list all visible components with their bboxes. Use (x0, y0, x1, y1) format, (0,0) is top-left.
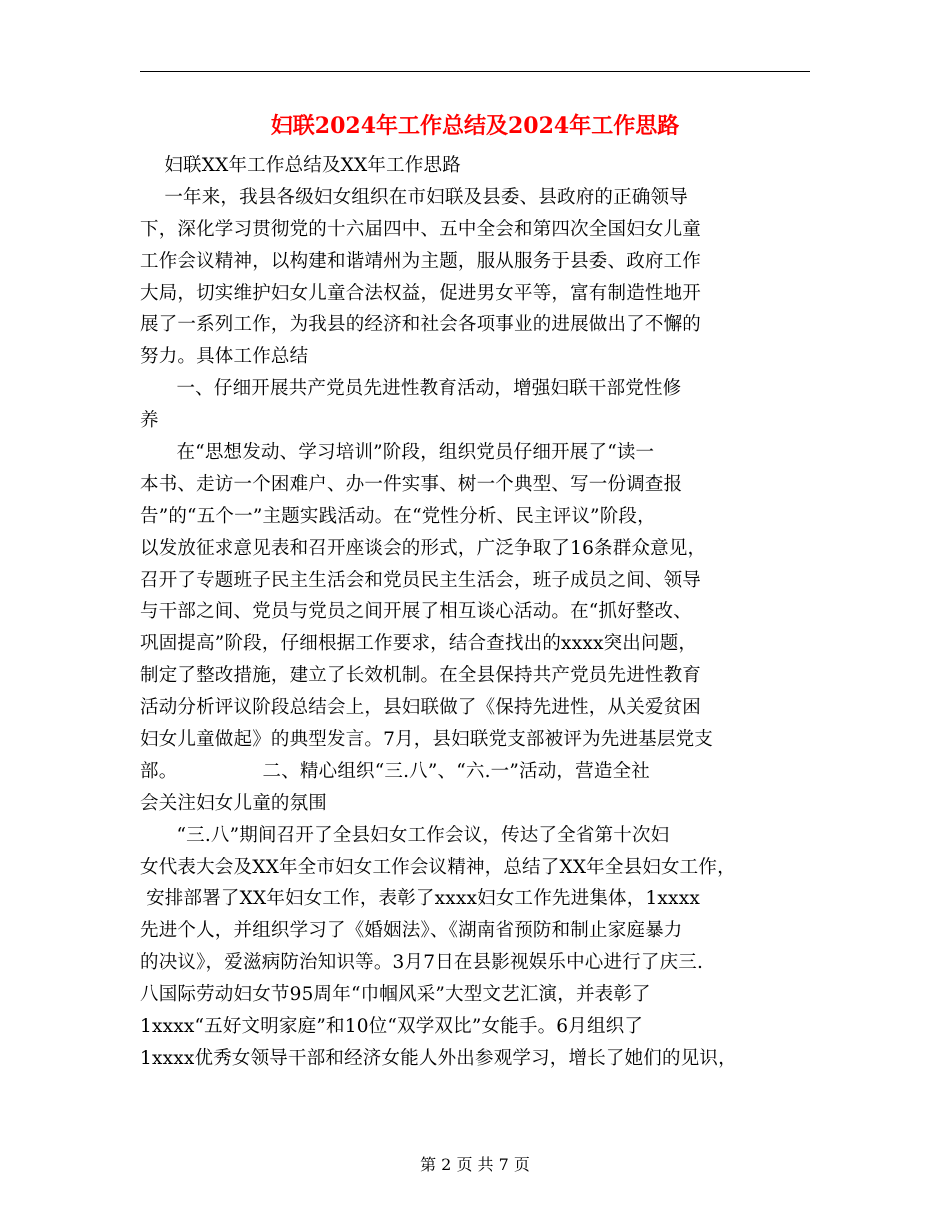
body-line: 养 (140, 410, 159, 432)
body-line: 一年来，我县各级妇女组织在市妇联及县委、县政府的正确领导 (140, 186, 688, 208)
body-line: 的决议》，爱滋病防治知识等。3月7日在县影视娱乐中心进行了庆三. (140, 952, 704, 974)
header-rule (140, 71, 810, 72)
body-line: 活动分析评议阶段总结会上，县妇联做了《保持先进性，从关爱贫困 (140, 697, 702, 719)
document-title: 妇联2024年工作总结及2024年工作思路 (270, 113, 680, 139)
body-line: 大局，切实维护妇女儿童合法权益，促进男女平等，富有制造性地开 (140, 282, 702, 304)
body-line: 告”的“五个一”主题实践活动。在“党性分析、民主评议”阶段， (140, 505, 656, 527)
body-line: 努力。具体工作总结 (140, 346, 309, 368)
body-line: 先进个人，并组织学习了《婚姻法》、《湖南省预防和制止家庭暴力 (140, 920, 683, 942)
body-line: 以发放征求意见表和召开座谈会的形式，广泛争取了16条群众意见， (140, 537, 707, 559)
body-line: 巩固提高”阶段，仔细根据工作要求，结合查找出的xxxx突出问题， (140, 633, 698, 655)
body-line: 安排部署了XX年妇女工作，表彰了xxxx妇女工作先进集体，1xxxx (140, 888, 700, 910)
body-line: 一、仔细开展共产党员先进性教育活动，增强妇联干部党性修 (140, 378, 682, 400)
body-line: 妇联XX年工作总结及XX年工作思路 (140, 155, 461, 176)
body-line: 部。 二、精心组织“三.八”、“六.一”活动，营造全社 (140, 760, 650, 782)
body-line: 八国际劳动妇女节95周年“巾帼风采”大型文艺汇演，并表彰了 (140, 984, 651, 1006)
body-line: “三.八”期间召开了全县妇女工作会议，传达了全省第十次妇 (140, 824, 670, 846)
body-line: 妇女儿童做起》的典型发言。7月，县妇联党支部被评为先进基层党支 (140, 729, 713, 751)
body-line: 本书、走访一个困难户、办一件实事、树一个典型、写一份调查报 (140, 473, 683, 495)
body-line: 1xxxx优秀女领导干部和经济女能人外出参观学习，增长了她们的见识， (140, 1047, 737, 1069)
body-line: 召开了专题班子民主生活会和党员民主生活会，班子成员之间、领导 (140, 569, 702, 591)
body-line: 展了一系列工作，为我县的经济和社会各项事业的进展做出了不懈的 (140, 314, 702, 336)
body-line: 与干部之间、党员与党员之间开展了相互谈心活动。在“抓好整改、 (140, 601, 692, 623)
body-line: 女代表大会及XX年全市妇女工作会议精神，总结了XX年全县妇女工作， (140, 856, 736, 878)
body-line: 制定了整改措施，建立了长效机制。在全县保持共产党员先进性教育 (140, 665, 702, 687)
body-line: 工作会议精神，以构建和谐靖州为主题，服从服务于县委、政府工作 (140, 250, 702, 272)
document-body (140, 150, 820, 1075)
page-number-footer: 第 2 页 共 7 页 (420, 1155, 530, 1174)
body-line: 会关注妇女儿童的氛围 (140, 792, 328, 814)
body-line: 1xxxx“五好文明家庭”和10位“双学双比”女能手。6月组织了 (140, 1016, 644, 1038)
body-line: 下，深化学习贯彻党的十六届四中、五中全会和第四次全国妇女儿童 (140, 218, 702, 240)
body-line: 在“思想发动、学习培训”阶段，组织党员仔细开展了“读一 (140, 442, 655, 464)
